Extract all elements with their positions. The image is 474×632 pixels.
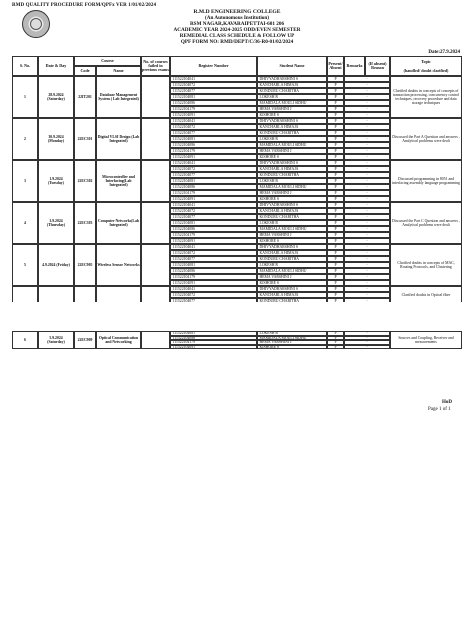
student-name-cell: HEMA VARSHINI J (257, 340, 327, 345)
remarks-cell: - (344, 184, 390, 190)
form-reference: RMD QUALITY PROCEDURE FORM/QPFx VER 1/01/02/2024 (12, 3, 157, 8)
attendance-cell: P (327, 340, 344, 345)
register-number-cell: 111522104041 (170, 286, 257, 292)
course-code-cell: 22EC303 (74, 202, 96, 244)
remarks-cell: - (344, 100, 390, 106)
attendance-cell: P (327, 298, 344, 302)
date-day-cell: 4.9.2024 (Friday) (38, 244, 74, 286)
remarks-cell: - (344, 345, 390, 350)
form-number: QPF FORM NO: RMD/DEPT/C/36-R0-01/02/2024 (180, 39, 294, 46)
attendance-cell: P (327, 250, 344, 256)
register-number-cell: 111522104041 (170, 160, 257, 166)
attendance-cell: P (327, 280, 344, 286)
course-code-cell (74, 286, 96, 302)
attendance-cell: P (327, 331, 344, 336)
student-name-cell: HEMA VARSHINI J (257, 232, 327, 238)
remarks-cell: - (344, 88, 390, 94)
register-number-cell: 111522104091 (170, 196, 257, 202)
serial-number-cell: 3 (12, 160, 38, 202)
attendance-cell: P (327, 292, 344, 298)
attendance-cell: P (327, 136, 344, 142)
attendance-cell: P (327, 100, 344, 106)
attendance-cell: P (327, 130, 344, 136)
failed-count-cell (141, 286, 170, 302)
date-day-cell: 5.9.2024 (Saturday) (38, 331, 74, 349)
student-name-cell: DHIVYADHARSHINI S (257, 118, 327, 124)
attendance-cell: P (327, 142, 344, 148)
student-name-cell: KISHORE S (257, 196, 327, 202)
remarks-cell: - (344, 172, 390, 178)
register-number-cell: 111522104086 (170, 100, 257, 106)
student-name-cell: KISHORE S (257, 280, 327, 286)
hod-signature: HoD (442, 400, 452, 405)
attendance-cell: P (327, 178, 344, 184)
attendance-cell: P (327, 118, 344, 124)
remarks-cell: - (344, 142, 390, 148)
header-present-absent: Present/ Absent (327, 56, 344, 76)
topic-cell: Sources and Coupling, Receiver and measurements (390, 331, 462, 349)
register-number-cell: 111522104041 (170, 202, 257, 208)
header-remarks: Remarks (344, 56, 365, 76)
remarks-cell: - (344, 202, 390, 208)
attendance-cell: P (327, 172, 344, 178)
attendance-cell: P (327, 160, 344, 166)
remarks-cell: - (344, 292, 390, 298)
remarks-cell: - (344, 244, 390, 250)
student-name-cell: HEMA VARSHINI J (257, 274, 327, 280)
schedule-title: REMEDIAL CLASS SCHEDULE & FOLLOW UP (179, 33, 295, 40)
attendance-cell: P (327, 148, 344, 154)
student-name-cell: DHIVYADHARSHINI S (257, 244, 327, 250)
schedule-table (12, 56, 462, 302)
student-name-cell: KONDURU CHARITHA (257, 256, 327, 262)
student-name-cell: DHIVYADHARSHINI S (257, 286, 327, 292)
register-number-cell: 111522104077 (170, 130, 257, 136)
header-topic-subtitle: (handled/ doubt clarified) (403, 67, 449, 73)
student-name-cell: LOKESH R (257, 220, 327, 226)
serial-number-cell: 4 (12, 202, 38, 244)
student-name-cell: HEMA VARSHINI J (257, 106, 327, 112)
college-address: RSM NAGAR,KAVARAIPETTAI-601 206 (189, 21, 285, 28)
student-name-cell: KANCHARLA HIMAJA (257, 124, 327, 130)
remarks-cell: - (344, 94, 390, 100)
remarks-cell: - (344, 286, 390, 292)
register-number-cell: 111522104081 (170, 94, 257, 100)
college-name: R.M.D ENGINEERING COLLEGE (193, 9, 281, 15)
register-number-cell: 111522104072 (170, 250, 257, 256)
remarks-cell: - (344, 154, 390, 160)
register-number-cell: 111522104179 (170, 190, 257, 196)
remarks-cell: - (344, 190, 390, 196)
course-code-cell: 22EC302 (74, 160, 96, 202)
course-name-cell: Digital VLSI Design (Lab Integrated) (96, 118, 141, 160)
register-number-cell: 111522104091 (170, 238, 257, 244)
remarks-cell: - (344, 256, 390, 262)
student-name-cell: KONDURU CHARITHA (257, 298, 327, 302)
attendance-cell: P (327, 154, 344, 160)
student-name-cell: KISHORE S (257, 154, 327, 160)
register-number-cell: 111522104072 (170, 292, 257, 298)
course-name-cell: Database Management System ( Lab Integrated) (96, 76, 141, 118)
topic-cell: Discussed programming in 8051 and interfacing assembly language programming (390, 160, 462, 202)
attendance-cell: P (327, 220, 344, 226)
document-date: Date:27.9.2024 (428, 50, 460, 55)
register-number-cell: 111522104077 (170, 172, 257, 178)
course-code-cell: 22EC301 (74, 118, 96, 160)
register-number-cell: 111522104072 (170, 208, 257, 214)
failed-count-cell (141, 160, 170, 202)
register-number-cell: 111522104081 (170, 136, 257, 142)
header-name: Name (96, 66, 141, 76)
attendance-cell: P (327, 190, 344, 196)
course-code-cell: 22EC909 (74, 331, 96, 349)
attendance-cell: P (327, 196, 344, 202)
register-number-cell: 111522104086 (170, 336, 257, 341)
student-name-cell: KANCHARLA HIMAJA (257, 166, 327, 172)
header-date-day: Date & Day (38, 56, 74, 76)
header-absent-reason: (If absent) Reason (365, 56, 390, 76)
remarks-cell: - (344, 148, 390, 154)
topic-cell: Clarified doubts in Optical fiber (390, 286, 462, 302)
date-day-cell (38, 286, 74, 302)
attendance-cell: P (327, 208, 344, 214)
student-name-cell: MAMIDALA MOULI SIDHU (257, 100, 327, 106)
remarks-cell: - (344, 220, 390, 226)
remarks-cell: - (344, 262, 390, 268)
attendance-cell: P (327, 106, 344, 112)
student-name-cell: KISHORE S (257, 112, 327, 118)
register-number-cell: 111522104072 (170, 82, 257, 88)
remarks-cell: - (344, 214, 390, 220)
remarks-cell: - (344, 208, 390, 214)
student-name-cell: MAMIDALA MOULI SIDHU (257, 142, 327, 148)
institution-type: (An Autonomous Institution) (205, 15, 269, 22)
register-number-cell: 111522104091 (170, 345, 257, 350)
date-day-cell: 28.9.2024 (Saturday) (38, 76, 74, 118)
date-day-cell: 1.9.2024 (Tuesday) (38, 160, 74, 202)
student-name-cell: KISHORE S (257, 345, 327, 350)
attendance-cell: P (327, 76, 344, 82)
student-name-cell: LOKESH R (257, 136, 327, 142)
remarks-cell: - (344, 76, 390, 82)
course-name-cell (96, 286, 141, 302)
remarks-cell: - (344, 130, 390, 136)
attendance-cell: P (327, 345, 344, 350)
remarks-cell: - (344, 298, 390, 302)
student-name-cell: KONDURU CHARITHA (257, 88, 327, 94)
header-code: Code (74, 66, 96, 76)
failed-count-cell (141, 331, 170, 349)
attendance-cell: P (327, 238, 344, 244)
student-name-cell: KANCHARLA HIMAJA (257, 82, 327, 88)
student-name-cell: HEMA VARSHINI J (257, 190, 327, 196)
remarks-cell: - (344, 178, 390, 184)
attendance-cell: P (327, 256, 344, 262)
header-course: Course (74, 56, 141, 66)
attendance-cell: P (327, 268, 344, 274)
attendance-cell: P (327, 166, 344, 172)
attendance-cell: P (327, 232, 344, 238)
remarks-cell: - (344, 232, 390, 238)
register-number-cell: 111522104086 (170, 268, 257, 274)
serial-number-cell (12, 286, 38, 302)
remarks-cell: - (344, 82, 390, 88)
header-topic-title: Topic (421, 58, 431, 64)
remarks-cell: - (344, 250, 390, 256)
header-register-number: Register Number (170, 56, 257, 76)
remarks-cell: - (344, 280, 390, 286)
register-number-cell: 111522104091 (170, 112, 257, 118)
register-number-cell: 111522104041 (170, 244, 257, 250)
remarks-cell: - (344, 118, 390, 124)
attendance-cell: P (327, 226, 344, 232)
remarks-cell: - (344, 106, 390, 112)
student-name-cell: MAMIDALA MOULI SIDHU (257, 268, 327, 274)
attendance-cell: P (327, 88, 344, 94)
register-number-cell: 111522104041 (170, 118, 257, 124)
header-topic (390, 56, 462, 76)
attendance-cell: P (327, 184, 344, 190)
course-code-cell: 22IT201 (74, 76, 96, 118)
student-name-cell: KONDURU CHARITHA (257, 172, 327, 178)
student-name-cell: DHIVYADHARSHINI S (257, 160, 327, 166)
attendance-cell: P (327, 262, 344, 268)
register-number-cell: 111522104072 (170, 166, 257, 172)
remarks-cell: - (344, 166, 390, 172)
serial-number-cell: 5 (12, 244, 38, 286)
student-name-cell: MAMIDALA MOULI SIDHU (257, 184, 327, 190)
remarks-cell: - (344, 274, 390, 280)
register-number-cell: 111522104077 (170, 88, 257, 94)
attendance-cell: P (327, 286, 344, 292)
topic-cell: Clarified doubts in concepts of concepts of transaction processing, concurrency control techniques, recovery procedure and data storage techniques (390, 76, 462, 118)
student-name-cell: KANCHARLA HIMAJA (257, 208, 327, 214)
register-number-cell: 111522104081 (170, 220, 257, 226)
register-number-cell: 111522104086 (170, 142, 257, 148)
failed-count-cell (141, 76, 170, 118)
register-number-cell: 111522104179 (170, 148, 257, 154)
attendance-cell: P (327, 82, 344, 88)
student-name-cell: MAMIDALA MOULI SIDHU (257, 336, 327, 341)
date-day-cell: 30.9.2024 (Monday) (38, 118, 74, 160)
attendance-cell: P (327, 94, 344, 100)
header-failed-count: No. of courses failed in previous exams (141, 56, 170, 76)
register-number-cell: 111522104179 (170, 274, 257, 280)
remarks-cell: - (344, 336, 390, 341)
failed-count-cell (141, 244, 170, 286)
course-code-cell: 22EC905 (74, 244, 96, 286)
remarks-cell: - (344, 112, 390, 118)
register-number-cell: 111522104086 (170, 226, 257, 232)
register-number-cell: 111522104072 (170, 124, 257, 130)
student-name-cell: KANCHARLA HIMAJA (257, 250, 327, 256)
course-name-cell: Computer Networks(Lab Integrated) (96, 202, 141, 244)
serial-number-cell: 1 (12, 76, 38, 118)
student-name-cell: DHIVYADHARSHINI S (257, 202, 327, 208)
register-number-cell: 111522104041 (170, 76, 257, 82)
course-name-cell: Optical Communication and Networking (96, 331, 141, 349)
failed-count-cell (141, 202, 170, 244)
student-name-cell: LOKESH R (257, 262, 327, 268)
register-number-cell: 111522104077 (170, 298, 257, 302)
remarks-cell: - (344, 124, 390, 130)
student-name-cell: LOKESH R (257, 178, 327, 184)
academic-year: ACADEMIC YEAR 2024-2025 ODD/EVEN SEMESTER (173, 27, 301, 34)
serial-number-cell: 6 (12, 331, 38, 349)
student-name-cell: KANCHARLA HIMAJA (257, 292, 327, 298)
student-name-cell: KISHORE S (257, 238, 327, 244)
student-name-cell: LOKESH R (257, 94, 327, 100)
attendance-cell: P (327, 214, 344, 220)
register-number-cell: 111522104081 (170, 331, 257, 336)
attendance-cell: P (327, 124, 344, 130)
title-block (0, 9, 474, 46)
student-name-cell: MAMIDALA MOULI SIDHU (257, 226, 327, 232)
page-number: Page 1 of 1 (428, 407, 451, 412)
register-number-cell: 111522104091 (170, 154, 257, 160)
register-number-cell: 111522104091 (170, 280, 257, 286)
serial-number-cell: 2 (12, 118, 38, 160)
course-name-cell: Wireless Sensor Networks (96, 244, 141, 286)
remarks-cell: - (344, 340, 390, 345)
student-name-cell: HEMA VARSHINI J (257, 148, 327, 154)
attendance-cell: P (327, 336, 344, 341)
date-day-cell: 3.9.2024 (Thursday) (38, 202, 74, 244)
topic-cell: Discussed the Part A Question and answers , Analytical problems were dealt (390, 118, 462, 160)
remarks-cell: - (344, 160, 390, 166)
student-name-cell: DHIVYADHARSHINI S (257, 76, 327, 82)
student-name-cell: KONDURU CHARITHA (257, 214, 327, 220)
register-number-cell: 111522104179 (170, 106, 257, 112)
topic-cell: Discussed the Part C Question and answers , Analytical problems were dealt (390, 202, 462, 244)
attendance-cell: P (327, 244, 344, 250)
register-number-cell: 111522104179 (170, 340, 257, 345)
register-number-cell: 111522104081 (170, 178, 257, 184)
attendance-cell: P (327, 274, 344, 280)
remarks-cell: - (344, 238, 390, 244)
register-number-cell: 111522104081 (170, 262, 257, 268)
remarks-cell: - (344, 226, 390, 232)
schedule-table-continued (12, 331, 462, 351)
register-number-cell: 111522104179 (170, 232, 257, 238)
register-number-cell: 111522104077 (170, 256, 257, 262)
remarks-cell: - (344, 136, 390, 142)
topic-cell: Clarified doubts in concepts of MAC, Routing Protocols, and Clustering (390, 244, 462, 286)
attendance-cell: P (327, 202, 344, 208)
remarks-cell: - (344, 196, 390, 202)
header-sno: S. No. (12, 56, 38, 76)
header-student-name: Student Name (257, 56, 327, 76)
student-name-cell: LOKESH R (257, 331, 327, 336)
failed-count-cell (141, 118, 170, 160)
register-number-cell: 111522104077 (170, 214, 257, 220)
attendance-cell: P (327, 112, 344, 118)
course-name-cell: Microcontroller and Interfacing(Lab Integrated) (96, 160, 141, 202)
register-number-cell: 111522104086 (170, 184, 257, 190)
remarks-cell: - (344, 268, 390, 274)
remarks-cell: - (344, 331, 390, 336)
student-name-cell: KONDURU CHARITHA (257, 130, 327, 136)
